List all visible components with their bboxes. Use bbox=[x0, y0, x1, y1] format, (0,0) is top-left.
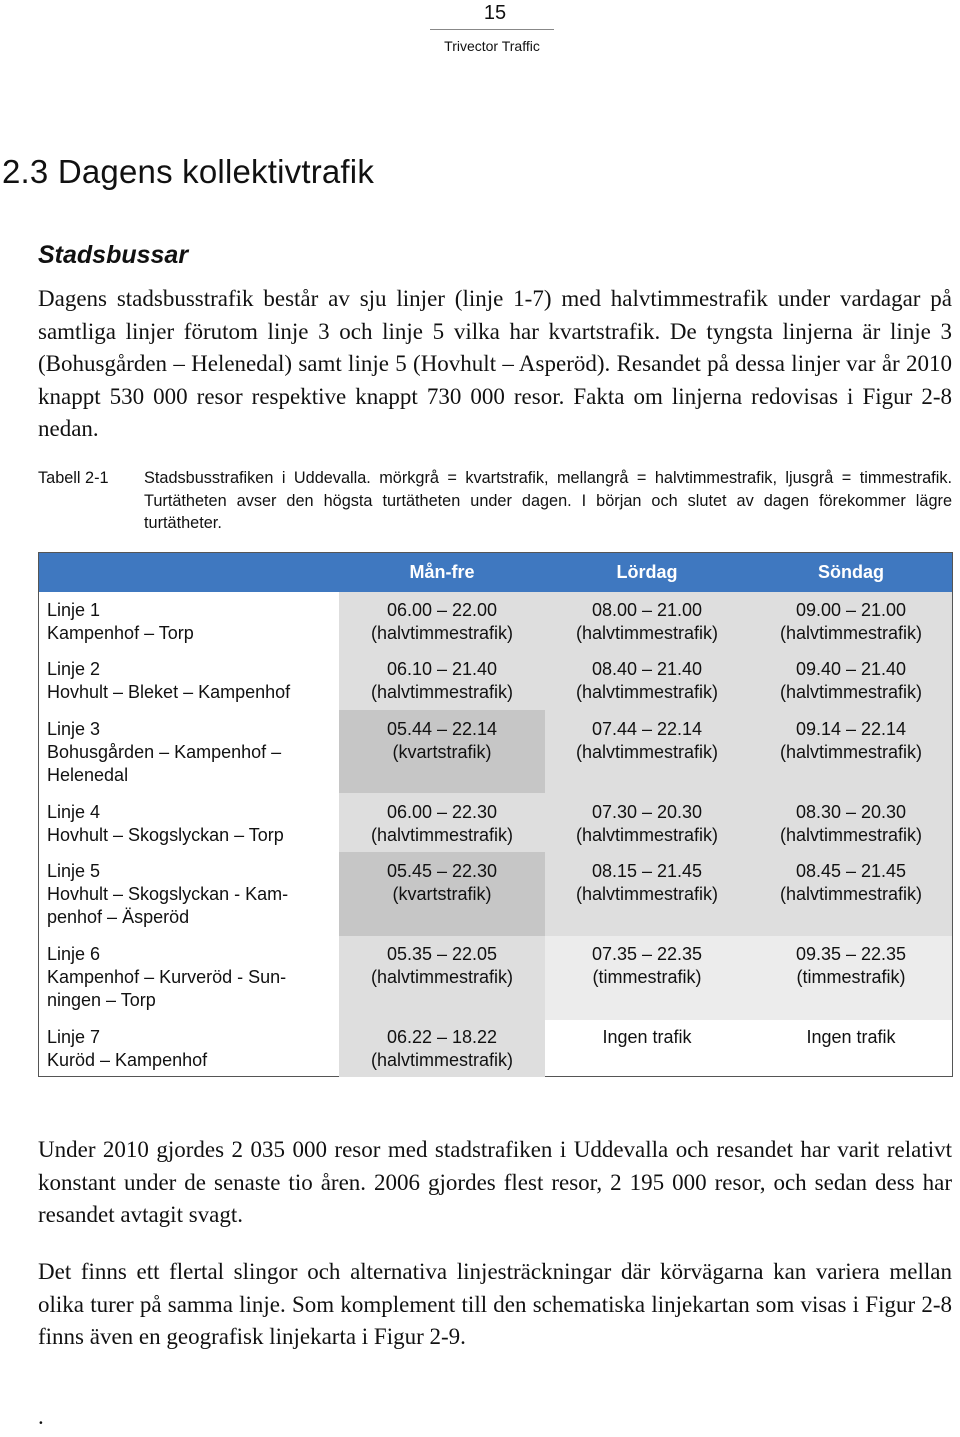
line-name: Linje 4 bbox=[47, 802, 101, 822]
section-heading: 2.3 Dagens kollektivtrafik bbox=[2, 153, 375, 190]
time-range: 07.35 – 22.35 bbox=[591, 944, 703, 964]
time-range: 09.00 – 21.00 bbox=[795, 600, 907, 620]
frequency: (timmestrafik) bbox=[796, 967, 906, 987]
cell-manfre bbox=[339, 860, 545, 906]
caption-label: Tabell 2-1 bbox=[38, 469, 109, 487]
time-range: 06.00 – 22.00 bbox=[386, 600, 498, 620]
column-header-lordag: Lördag bbox=[616, 562, 678, 582]
time-range: 06.00 – 22.30 bbox=[386, 802, 498, 822]
time-range: 09.35 – 22.35 bbox=[795, 944, 907, 964]
route-text: Hovhult – Skogslyckan - Kam- bbox=[47, 884, 289, 904]
column-header-sondag: Söndag bbox=[818, 562, 884, 582]
route-text: penhof – Äsperöd bbox=[47, 907, 190, 927]
frequency: (halvtimmestrafik) bbox=[370, 967, 513, 987]
header-company: Trivector Traffic bbox=[444, 38, 540, 54]
frequency: (halvtimmestrafik) bbox=[575, 742, 718, 762]
time-range: Ingen trafik bbox=[806, 1027, 896, 1047]
frequency: (halvtimmestrafik) bbox=[575, 884, 718, 904]
route-text: Kampenhof – Kurveröd - Sun- bbox=[47, 967, 287, 987]
frequency: (halvtimmestrafik) bbox=[779, 825, 922, 845]
time-range: 08.45 – 21.45 bbox=[795, 861, 907, 881]
line-name: Linje 3 bbox=[47, 719, 101, 739]
frequency: (halvtimmestrafik) bbox=[779, 884, 922, 904]
frequency: (kvartstrafik) bbox=[392, 884, 492, 904]
cell-lordag bbox=[545, 718, 749, 764]
route-text: Hovhult – Bleket – Kampenhof bbox=[47, 682, 291, 702]
line-name: Linje 2 bbox=[47, 659, 101, 679]
paragraph-routes: Det finns ett flertal slingor och alternativa linjesträckningar där körvägarna kan variera mellan olika turer på samma linje. Som komplement till den schematiska linjekartan som visas i Figur 2-8 finns även en geografisk linjekarta i Figur 2-9. bbox=[38, 1259, 952, 1349]
cell-sondag bbox=[749, 943, 953, 989]
cell-sondag bbox=[749, 860, 953, 906]
header-divider bbox=[430, 29, 554, 30]
frequency: (halvtimmestrafik) bbox=[370, 825, 513, 845]
line-name: Linje 6 bbox=[47, 944, 101, 964]
time-range: 08.40 – 21.40 bbox=[591, 659, 703, 679]
frequency: (timmestrafik) bbox=[592, 967, 702, 987]
route-text: Kuröd – Kampenhof bbox=[47, 1050, 208, 1070]
cell-manfre bbox=[339, 599, 545, 645]
route-text: ningen – Torp bbox=[47, 990, 156, 1010]
time-range: 08.30 – 20.30 bbox=[795, 802, 907, 822]
time-range: 08.00 – 21.00 bbox=[591, 600, 703, 620]
column-header-manfre: Mån-fre bbox=[409, 562, 475, 582]
cell-manfre bbox=[339, 658, 545, 704]
line-name: Linje 7 bbox=[47, 1027, 101, 1047]
cell-lordag bbox=[545, 658, 749, 704]
frequency: (halvtimmestrafik) bbox=[370, 1050, 513, 1070]
schedule-table bbox=[38, 552, 953, 1077]
cell-lordag bbox=[545, 801, 749, 847]
route-text: Kampenhof – Torp bbox=[47, 623, 194, 643]
frequency: (halvtimmestrafik) bbox=[575, 623, 718, 643]
time-range: 07.30 – 20.30 bbox=[591, 802, 703, 822]
line-name: Linje 5 bbox=[47, 861, 101, 881]
cell-manfre bbox=[339, 718, 545, 764]
route-text: Helenedal bbox=[47, 765, 129, 785]
time-range: 07.44 – 22.14 bbox=[591, 719, 703, 739]
cell-manfre bbox=[339, 943, 545, 989]
cell-sondag bbox=[749, 801, 953, 847]
cell-manfre bbox=[339, 1026, 545, 1072]
frequency: (kvartstrafik) bbox=[392, 742, 492, 762]
route-text: Bohusgården – Kampenhof – bbox=[47, 742, 282, 762]
time-range: 06.22 – 18.22 bbox=[386, 1027, 498, 1047]
frequency: (halvtimmestrafik) bbox=[575, 825, 718, 845]
time-range: 05.35 – 22.05 bbox=[386, 944, 498, 964]
table-header-row bbox=[39, 553, 952, 592]
time-range: 06.10 – 21.40 bbox=[386, 659, 498, 679]
time-range: 05.45 – 22.30 bbox=[386, 861, 498, 881]
frequency: (halvtimmestrafik) bbox=[575, 682, 718, 702]
cell-sondag bbox=[749, 599, 953, 645]
route-text: Hovhult – Skogslyckan – Torp bbox=[47, 825, 284, 845]
time-range: Ingen trafik bbox=[602, 1027, 692, 1047]
paragraph-intro: Dagens stadsbusstrafik består av sju linjer (linje 1-7) med halvtimmestrafik under vardagar på samtliga linjer förutom linje 3 och linje 5 vilka har kvartstrafik. De tyngsta linjerna är linje 3 (Bohusgården – Helenedal) samt linje 5 (Hovhult – Asperöd). Resandet på dessa linjer var år 2010 knappt 530 000 resor respektive knappt 730 000 resor. Fakta om linjerna redovisas i Figur 2-8 nedan. bbox=[38, 286, 952, 441]
frequency: (halvtimmestrafik) bbox=[370, 682, 513, 702]
time-range: 09.40 – 21.40 bbox=[795, 659, 907, 679]
cell-sondag bbox=[749, 1026, 953, 1049]
frequency: (halvtimmestrafik) bbox=[779, 742, 922, 762]
time-range: 08.15 – 21.45 bbox=[591, 861, 703, 881]
frequency: (halvtimmestrafik) bbox=[370, 623, 513, 643]
cell-manfre bbox=[339, 801, 545, 847]
cell-lordag bbox=[545, 860, 749, 906]
trailing-mark: . bbox=[38, 1404, 44, 1429]
page-number: 15 bbox=[483, 2, 507, 24]
subheading: Stadsbussar bbox=[38, 241, 189, 269]
time-range: 09.14 – 22.14 bbox=[795, 719, 907, 739]
cell-lordag bbox=[545, 943, 749, 989]
caption-text: Stadsbusstrafiken i Uddevalla. mörkgrå = kvartstrafik, mellangrå = halvtimmestrafik, ljusgrå = timmestrafik. Turtätheten avser den högsta turtätheten under dagen. I början och slutet av dagen förekommer lägre turtätheter. bbox=[144, 469, 952, 532]
line-name: Linje 1 bbox=[47, 600, 101, 620]
cell-sondag bbox=[749, 718, 953, 764]
cell-lordag bbox=[545, 599, 749, 645]
paragraph-ridership: Under 2010 gjordes 2 035 000 resor med stadstrafiken i Uddevalla och resandet har varit relativt konstant under de senaste tio åren. 2006 gjordes flest resor, 2 195 000 resor, och sedan dess har resandet avtagit svagt. bbox=[38, 1137, 952, 1227]
frequency: (halvtimmestrafik) bbox=[779, 682, 922, 702]
time-range: 05.44 – 22.14 bbox=[386, 719, 498, 739]
cell-lordag bbox=[545, 1026, 749, 1049]
cell-sondag bbox=[749, 658, 953, 704]
frequency: (halvtimmestrafik) bbox=[779, 623, 922, 643]
